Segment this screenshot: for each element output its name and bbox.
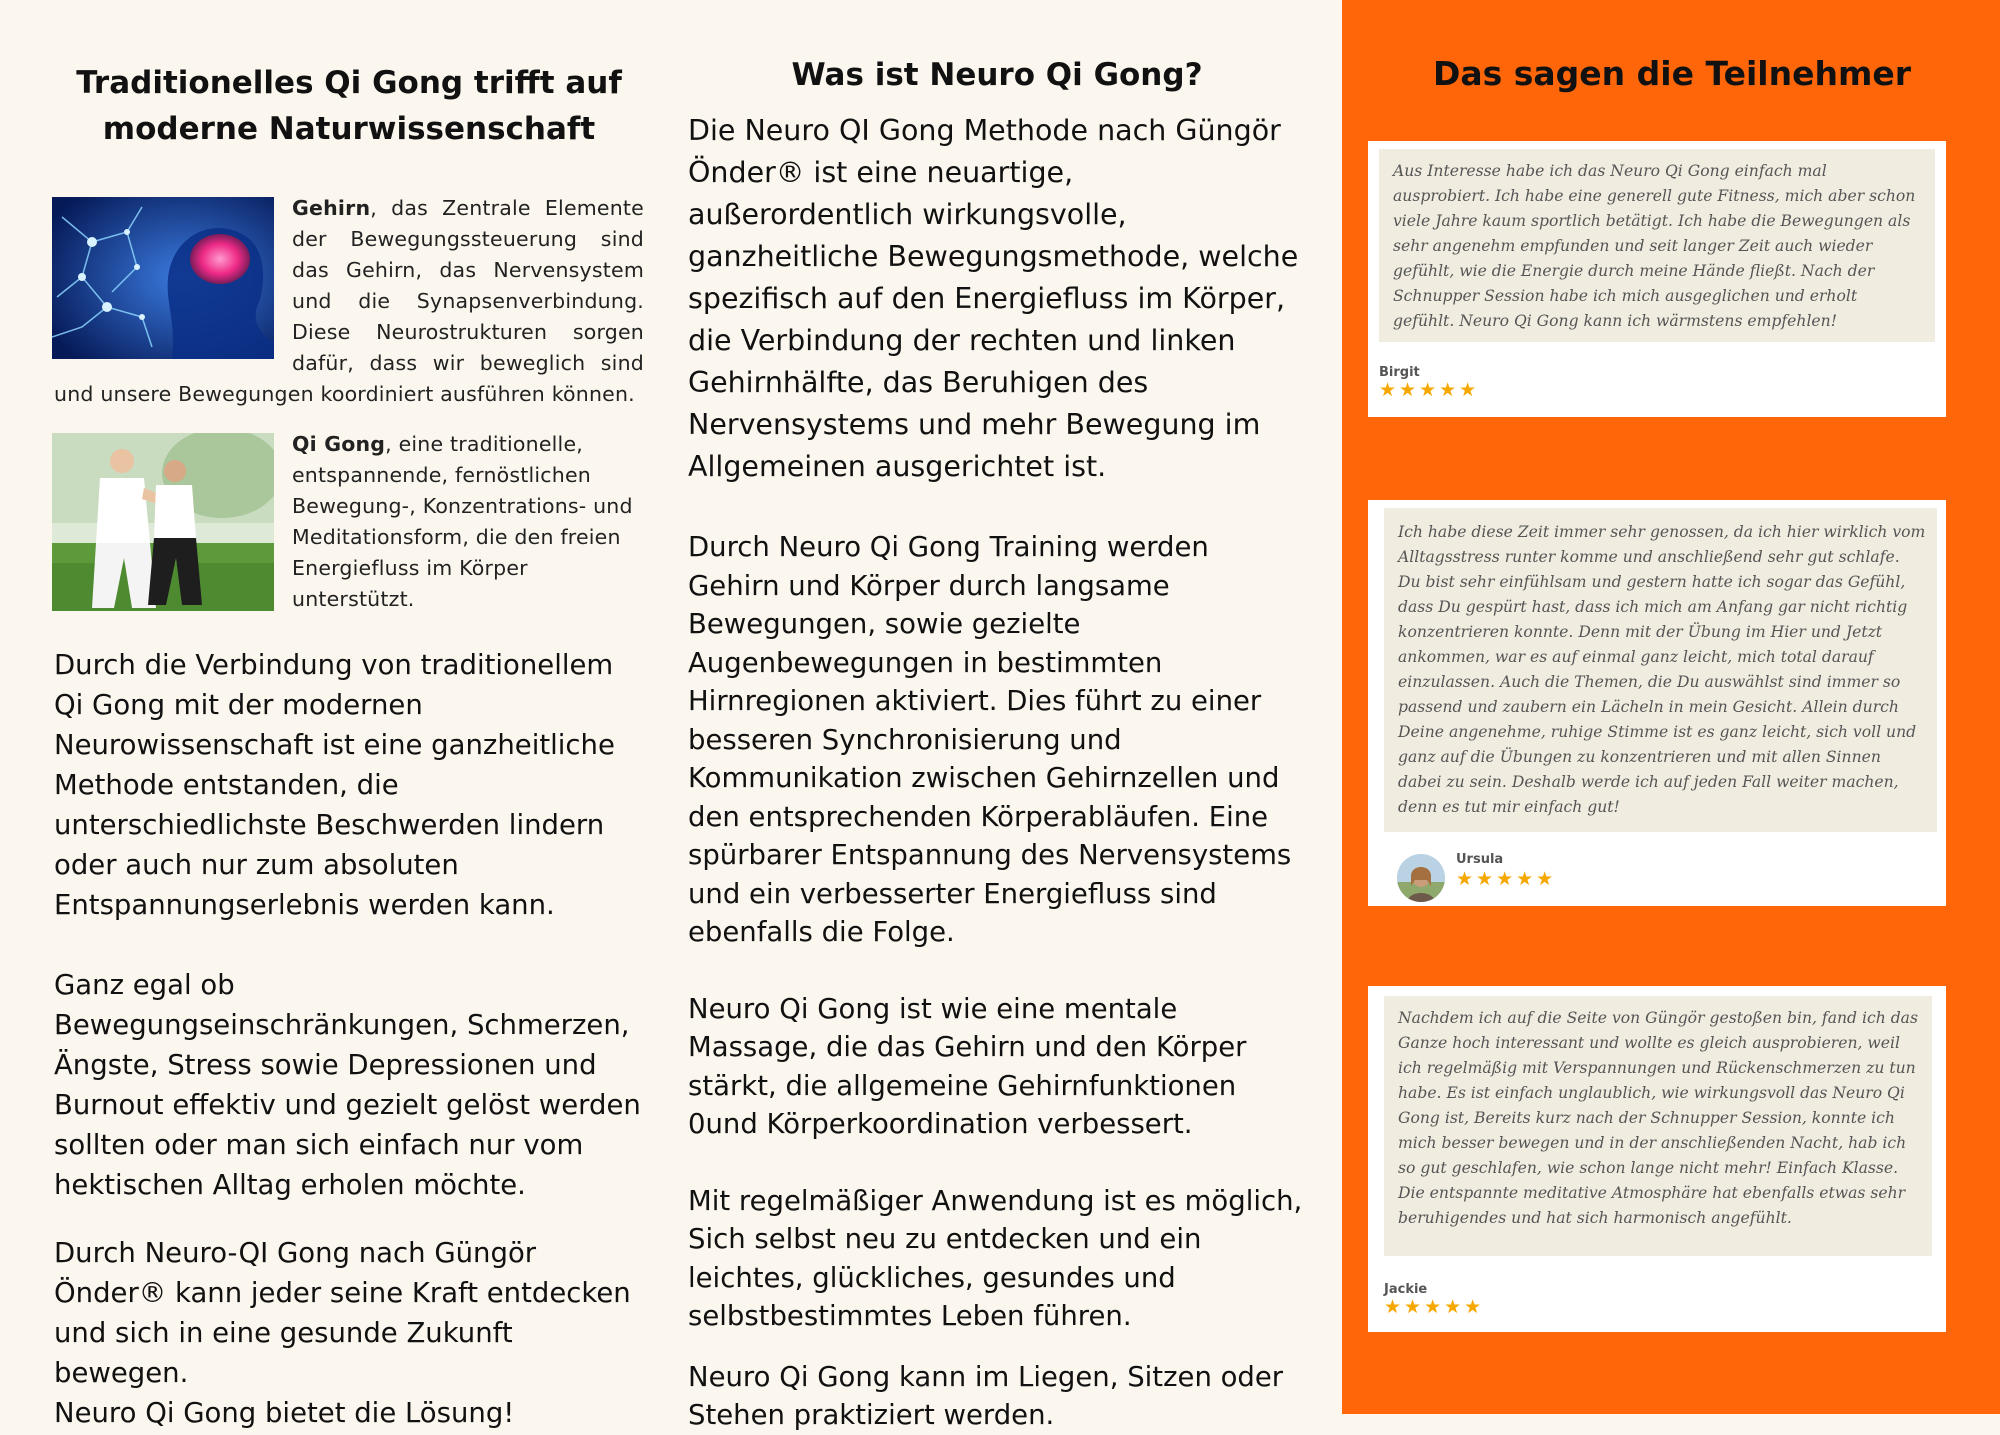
qigong-block — [54, 429, 644, 615]
middle-paragraph-2: Neuro Qi Gong ist wie eine mentale Massage, die das Gehirn und den Körper stärkt, die allgemeine Gehirnfunktionen 0und Körperkoordination verbessert. — [688, 992, 1247, 1140]
left-paragraph-3b: Neuro Qi Gong bietet die Lösung! — [54, 1397, 515, 1429]
reviewer-name-2: Ursula — [1456, 852, 1504, 867]
middle-paragraph-3: Mit regelmäßiger Anwendung ist es möglich, Sich selbst neu zu entdecken und ein leichtes, glückliches, gesundes und selbstbestimmtes Leben führen. — [688, 1184, 1303, 1332]
left-paragraph-3a: Durch Neuro-QI Gong nach Güngör Önder® kann jeder seine Kraft entdecken und sich in eine gesunde Zukunft bewegen. — [54, 1237, 631, 1389]
rating-stars-2: ★★★★★ — [1456, 868, 1557, 890]
left-heading: Traditionelles Qi Gong trifft auf moderne Naturwissenschaft — [76, 65, 622, 147]
gehirn-block — [54, 193, 644, 410]
testimonial-quote-1: Aus Interesse habe ich das Neuro Qi Gong einfach mal ausprobiert. Ich habe eine generell gute Fitness, mich aber schon viele Jahre kaum sportlich betätigt. Ich habe die Bewegungen als sehr angenehm empfunden und seit langer Zeit auch wieder gefühlt, wie die Energie durch meine Hände fließt. Nach der Schnupper Session habe ich mich ausgeglichen und erholt gefühlt. Neuro Qi Gong kann ich wärmstens empfehlen! — [1379, 149, 1935, 342]
qigong-body: , eine traditionelle, entspannende, fernöstlichen Bewegung-, Konzentrations- und Meditationsform, die den freien Energiefluss im Körper unterstützt. — [292, 432, 633, 611]
user-photo-icon — [1397, 854, 1445, 902]
testimonials-heading: Das sagen die Teilnehmer — [1432, 54, 1912, 93]
left-paragraph-3 — [54, 1233, 644, 1433]
testimonial-card-2 — [1368, 500, 1946, 906]
qigong-bold: Qi Gong — [292, 432, 386, 456]
left-column — [54, 0, 644, 1433]
left-paragraph-1: Durch die Verbindung von traditionellem Qi Gong mit der modernen Neurowissenschaft ist eine ganzheitliche Methode entstanden, die unterschiedlichste Beschwerden lindern oder auch nur zum absoluten Entspannungserlebnis werden kann. — [54, 649, 615, 921]
testimonial-card-1 — [1368, 141, 1946, 417]
gehirn-body: , das Zentrale Elemente der Bewegungssteuerung sind das Gehirn, das Nervensystem und die Synapsenverbindung. Diese Neurostrukturen sorgen dafür, dass wir beweglich sind und unsere Bewegungen koordiniert ausführen können. — [54, 196, 644, 406]
middle-paragraph-1: Durch Neuro Qi Gong Training werden Gehirn und Körper durch langsame Bewegungen, sowie gezielte Augenbewegungen in bestimmten Hirnregionen aktiviert. Dies führt zu einer besseren Synchronisierung und Kommunikation zwischen Gehirnzellen und den entsprechenden Körperabläufen. Eine spürbarer Entspannung des Nervensystems und ein verbesserter Energiefluss sind ebenfalls die Folge. — [688, 531, 1292, 948]
testimonial-reviewer-1 — [1379, 365, 1479, 400]
middle-column — [688, 0, 1306, 1435]
testimonial-reviewer-2 — [1456, 852, 1556, 889]
rating-stars-1: ★★★★★ — [1379, 379, 1480, 401]
testimonial-reviewer-3 — [1384, 1282, 1484, 1317]
testimonial-quote-2: Ich habe diese Zeit immer sehr genossen, da ich hier wirklich vom Alltagsstress runter komme und anschließend sehr gut schlafe. Du bist sehr einfühlsam und gestern hatte ich sogar das Gefühl, dass Du gespürt hast, dass ich mich am Anfang gar nicht richtig konzentrieren konnte. Denn mit der Übung im Hier und Jetzt ankommen, war es auf einmal ganz leicht, mich total darauf einzulassen. Auch die Themen, die Du auswählst sind immer so passend und zaubern ein Lächeln in mein Gesicht. Allein durch Deine angenehme, ruhige Stimme ist es ganz leicht, sich voll und ganz auf die Übungen zu konzentrieren und mit allen Sinnen dabei zu sein. Deshalb werde ich auf jeden Fall weiter machen, denn es tut mir einfach gut! — [1384, 508, 1937, 832]
middle-intro: Die Neuro QI Gong Methode nach Güngör Önder® ist eine neuartige, außerordentlich wirkungsvolle, ganzheitliche Bewegungsmethode, welche spezifisch auf den Energiefluss im Körper, die Verbindung der rechten und linken Gehirnhälfte, das Beruhigen des Nervensystems und mehr Bewegung im Allgemeinen ausgerichtet ist. — [688, 114, 1299, 483]
testimonial-card-3 — [1368, 986, 1946, 1332]
testimonial-quote-3: Nachdem ich auf die Seite von Güngör gestoßen bin, fand ich das Ganze hoch interessant und wollte es gleich ausprobieren, weil ich regelmäßig mit Verspannungen und Rückenschmerzen zu tun habe. Es ist einfach unglaublich, wie wirkungsvoll das Neuro Qi Gong ist, Bereits kurz nach der Schnupper Session, konnte ich mich besser bewegen und in der anschließenden Nacht, hab ich so gut geschlafen, wie schon lange nicht mehr! Einfach Klasse. Die entspannte meditative Atmosphäre hat ebenfalls etwas sehr beruhigendes und hat sich harmonisch angefühlt. — [1384, 996, 1932, 1256]
reviewer-name-3: Jackie — [1384, 1282, 1428, 1297]
gehirn-bold: Gehirn — [292, 196, 371, 220]
reviewer-name-1: Birgit — [1379, 365, 1420, 380]
middle-heading: Was ist Neuro Qi Gong? — [791, 57, 1203, 93]
brain-neuron-image — [52, 197, 274, 359]
rating-stars-3: ★★★★★ — [1384, 1296, 1485, 1318]
avatar — [1397, 854, 1445, 902]
middle-paragraph-4: Neuro Qi Gong kann im Liegen, Sitzen oder Stehen praktiziert werden. — [688, 1360, 1284, 1431]
qigong-people-image — [52, 433, 274, 611]
left-paragraph-2: Ganz egal ob Bewegungseinschränkungen, Schmerzen, Ängste, Stress sowie Depressionen und Burnout effektiv und gezielt gelöst werden sollten oder man sich einfach nur vom hektischen Alltag erholen möchte. — [54, 969, 641, 1201]
testimonials-panel — [1342, 0, 2000, 1414]
